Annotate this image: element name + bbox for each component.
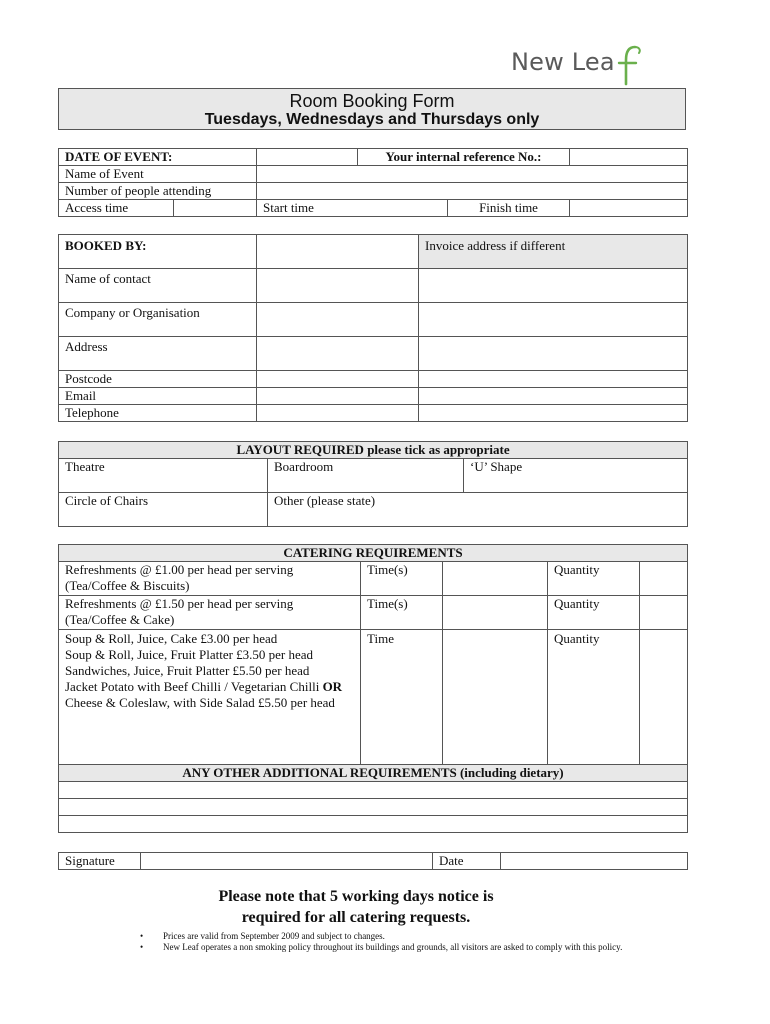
catering-table — [58, 544, 688, 833]
catering-time-field-1[interactable] — [443, 562, 548, 596]
internal-reference-field[interactable] — [570, 149, 688, 166]
additional-requirements-line-2[interactable] — [59, 799, 688, 816]
contact-name-field[interactable] — [257, 269, 419, 303]
postcode-label: Postcode — [59, 371, 257, 388]
notice-line-1: Please note that 5 working days notice is — [218, 888, 494, 905]
invoice-address-field[interactable] — [419, 337, 688, 371]
layout-option-theatre[interactable]: Theatre — [59, 459, 268, 493]
access-time-label: Access time — [59, 200, 174, 217]
people-attending-field[interactable] — [257, 183, 688, 200]
finish-time-field[interactable] — [570, 200, 688, 217]
internal-reference-label: Your internal reference No.: — [358, 149, 570, 166]
catering-heading: CATERING REQUIREMENTS — [59, 545, 688, 562]
postcode-field[interactable] — [257, 371, 419, 388]
catering-time-label-1: Time(s) — [361, 562, 443, 596]
catering-time-field-3[interactable] — [443, 630, 548, 765]
invoice-company-field[interactable] — [419, 303, 688, 337]
form-title: Room Booking Form — [289, 91, 455, 111]
signature-label: Signature — [59, 853, 141, 870]
catering-time-label-2: Time(s) — [361, 596, 443, 630]
logo-text: New Lea — [511, 48, 615, 76]
footnotes-list — [138, 931, 658, 953]
footnote-smoking-policy: • New Leaf operates a non smoking policy throughout its buildings and grounds, all visitors are asked to comply with this policy. — [138, 942, 658, 953]
invoice-postcode-field[interactable] — [419, 371, 688, 388]
layout-option-u-shape[interactable]: ‘U’ Shape — [464, 459, 688, 493]
catering-notice — [58, 886, 654, 928]
invoice-telephone-field[interactable] — [419, 405, 688, 422]
date-of-event-label: DATE OF EVENT: — [59, 149, 257, 166]
leaf-f-icon — [615, 44, 643, 88]
email-label: Email — [59, 388, 257, 405]
catering-qty-label-2: Quantity — [548, 596, 640, 630]
date-label: Date — [433, 853, 501, 870]
booked-by-table — [58, 234, 688, 422]
catering-qty-field-1[interactable] — [640, 562, 688, 596]
notice-line-2: required for all catering requests. — [241, 909, 471, 926]
booked-by-field[interactable] — [257, 235, 419, 269]
meal-option-soup-cake: Soup & Roll, Juice, Cake £3.00 per head — [65, 631, 278, 646]
booked-by-label: BOOKED BY: — [59, 235, 257, 269]
email-field[interactable] — [257, 388, 419, 405]
date-of-event-field[interactable] — [257, 149, 358, 166]
event-name-field[interactable] — [257, 166, 688, 183]
form-subtitle: Tuesdays, Wednesdays and Thursdays only — [204, 111, 540, 128]
layout-option-other[interactable]: Other (please state) — [268, 493, 688, 527]
catering-qty-field-2[interactable] — [640, 596, 688, 630]
layout-option-circle[interactable]: Circle of Chairs — [59, 493, 268, 527]
company-label: Company or Organisation — [59, 303, 257, 337]
catering-qty-label-3: Quantity — [548, 630, 640, 765]
layout-heading: LAYOUT REQUIRED please tick as appropriate — [59, 442, 688, 459]
meal-option-sandwiches: Sandwiches, Juice, Fruit Platter £5.50 per head — [65, 663, 310, 678]
people-attending-label: Number of people attending — [59, 183, 257, 200]
telephone-field[interactable] — [257, 405, 419, 422]
address-label: Address — [59, 337, 257, 371]
event-name-label: Name of Event — [59, 166, 257, 183]
catering-item-refreshments-1: Refreshments @ £1.00 per head per serving (Tea/Coffee & Biscuits) — [59, 562, 361, 596]
invoice-address-label: Invoice address if different — [419, 235, 688, 269]
meal-option-jacket-potato: Jacket Potato with Beef Chilli / Vegetarian Chilli OR Cheese & Coleslaw, with Side Salad £5.50 per head — [65, 679, 343, 710]
invoice-contact-field[interactable] — [419, 269, 688, 303]
meal-option-soup-fruit: Soup & Roll, Juice, Fruit Platter £3.50 per head — [65, 647, 314, 662]
catering-time-label-3: Time — [361, 630, 443, 765]
finish-time-label: Finish time — [448, 200, 570, 217]
invoice-email-field[interactable] — [419, 388, 688, 405]
layout-option-boardroom[interactable]: Boardroom — [268, 459, 464, 493]
company-field[interactable] — [257, 303, 419, 337]
catering-qty-label-1: Quantity — [548, 562, 640, 596]
event-details-table — [58, 148, 688, 217]
additional-requirements-line-1[interactable] — [59, 782, 688, 799]
catering-qty-field-3[interactable] — [640, 630, 688, 765]
form-title-box — [58, 88, 686, 130]
signature-table — [58, 852, 688, 870]
telephone-label: Telephone — [59, 405, 257, 422]
catering-item-refreshments-2: Refreshments @ £1.50 per head per serving (Tea/Coffee & Cake) — [59, 596, 361, 630]
footnote-prices: • Prices are valid from September 2009 and subject to changes. — [138, 931, 658, 942]
access-time-field[interactable] — [174, 200, 257, 217]
start-time-label: Start time — [257, 200, 448, 217]
catering-item-meals — [59, 630, 361, 765]
address-field[interactable] — [257, 337, 419, 371]
layout-table — [58, 441, 688, 527]
signature-field[interactable] — [141, 853, 433, 870]
catering-time-field-2[interactable] — [443, 596, 548, 630]
date-field[interactable] — [501, 853, 688, 870]
contact-name-label: Name of contact — [59, 269, 257, 303]
additional-requirements-line-3[interactable] — [59, 816, 688, 833]
additional-requirements-heading: ANY OTHER ADDITIONAL REQUIREMENTS (including dietary) — [59, 765, 688, 782]
